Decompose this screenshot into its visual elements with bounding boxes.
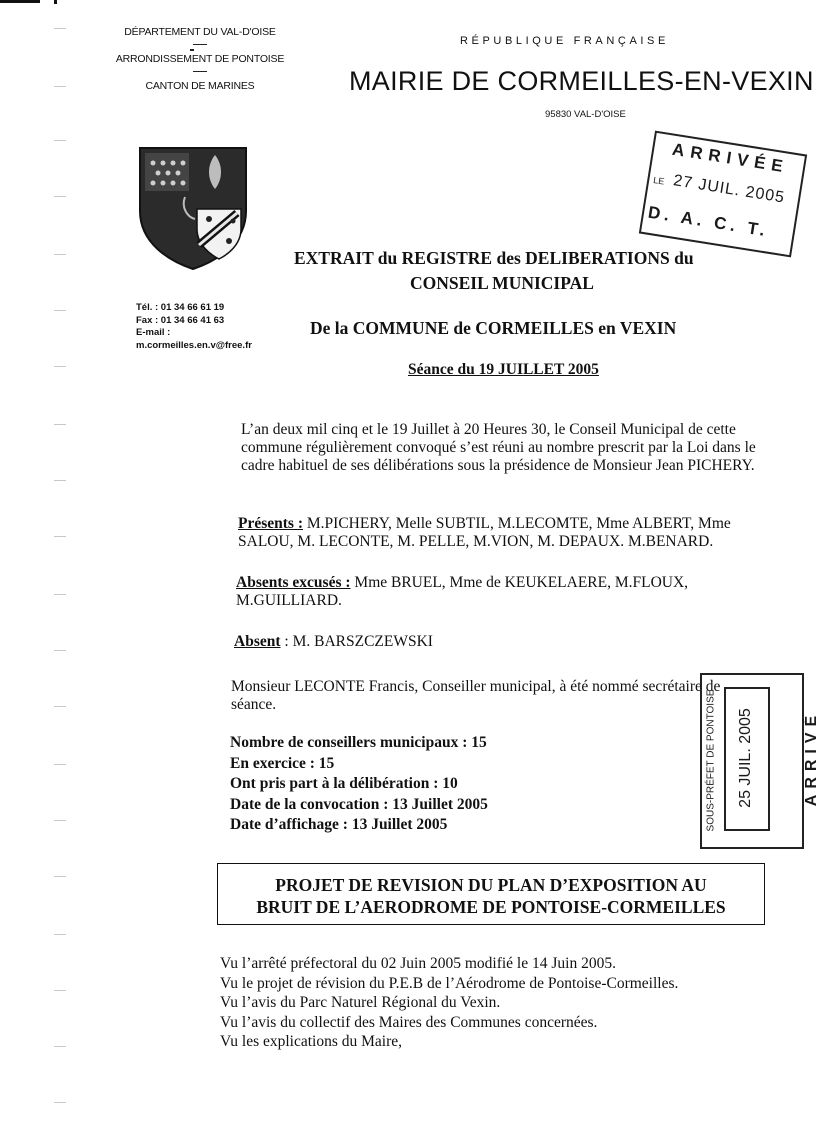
seance-date: Séance du 19 JUILLET 2005 — [408, 361, 599, 378]
scan-edge-mark — [0, 0, 40, 3]
sous-prefecture-stamp — [700, 673, 820, 849]
phone-number: Tél. : 01 34 66 61 19 — [136, 302, 225, 313]
scan-edge-mark — [54, 0, 57, 4]
arrondissement-label: ARRONDISSEMENT DE PONTOISE — [115, 53, 285, 65]
list-item: Vu l’avis du Parc Naturel Régional du Vexin. — [220, 994, 501, 1011]
department-label: DÉPARTEMENT DU VAL-D'OISE — [124, 26, 276, 38]
stamp-arrive-label: ARRIVÉ — [803, 709, 820, 807]
stat-line: Date de la convocation : 13 Juillet 2005 — [230, 795, 488, 813]
project-title-line1: PROJET DE REVISION DU PLAN D’EXPOSITION AU — [275, 875, 707, 895]
contact-block — [136, 302, 252, 352]
stat-line: En exercice : 15 — [230, 754, 335, 772]
presents-list: M.PICHERY, Melle SUBTIL, M.LECOMTE, Mme ALBERT, Mme SALOU, M. LECONTE, M. PELLE, M.VION, M. DEPAUX. M.BENARD. — [238, 515, 731, 550]
list-item: Vu l’avis du collectif des Maires des Communes concernées. — [220, 1013, 598, 1031]
arrival-stamp-title: ARRIVÉE — [670, 139, 791, 177]
absent-name: : M. BARSZCZEWSKI — [280, 633, 433, 650]
stat-line: Nombre de conseillers municipaux : 15 — [230, 734, 487, 751]
stamp-date-box — [724, 687, 770, 831]
republic-label: RÉPUBLIQUE FRANÇAISE — [460, 35, 669, 47]
coat-of-arms-logo — [137, 145, 249, 271]
separator — [193, 44, 207, 45]
presents-label: Présents : — [238, 515, 303, 532]
stamp-side-column — [704, 677, 718, 843]
council-stats — [230, 733, 488, 836]
absents-excuses-label: Absents excusés : — [236, 574, 351, 591]
absent-paragraph — [234, 633, 744, 651]
list-item: Vu le projet de révision du P.E.B de l’Aérodrome de Pontoise-Cormeilles. — [220, 974, 679, 992]
stat-line: Date d’affichage : 13 Juillet 2005 — [230, 816, 448, 833]
document-subtitle: CONSEIL MUNICIPAL — [410, 273, 594, 293]
commune-title: De la COMMUNE de CORMEILLES en VEXIN — [310, 318, 677, 338]
project-title-box — [217, 863, 765, 925]
stat-line: Ont pris part à la délibération : 10 — [230, 775, 458, 792]
arrival-stamp — [639, 131, 807, 258]
document-title: EXTRAIT du REGISTRE des DELIBERATIONS du — [294, 248, 694, 268]
intro-paragraph: L’an deux mil cinq et le 19 Juillet à 20 Heures 30, le Conseil Municipal de cette commune régulièrement convoqué s’est réuni au nombre prescrit par la Loi dans le cadre habituel de ses délibérations sous la présidence de Monsieur Jean PICHERY. — [241, 421, 756, 474]
speck — [190, 49, 194, 51]
arrival-stamp-le: LE — [652, 174, 666, 187]
email-address: m.cormeilles.en.v@free.fr — [136, 339, 252, 351]
absents-excuses-paragraph — [236, 574, 746, 610]
stamp-date: 25 JUIL. 2005 — [737, 708, 754, 808]
fax-number: Fax : 01 34 66 41 63 — [136, 314, 225, 326]
list-item: Vu l’arrêté préfectoral du 02 Juin 2005 modifié le 14 Juin 2005. — [220, 955, 616, 972]
absent-label: Absent — [234, 633, 281, 650]
presents-paragraph — [238, 515, 748, 551]
email-label: E-mail : — [136, 327, 171, 338]
project-title-line2: BRUIT DE L’AERODROME DE PONTOISE-CORMEILLES — [256, 897, 726, 917]
mairie-title: MAIRIE DE CORMEILLES-EN-VEXIN — [349, 66, 814, 96]
canton-label: CANTON DE MARINES — [145, 80, 255, 92]
considerations-list — [220, 954, 678, 1052]
list-item: Vu les explications du Maire, — [220, 1033, 403, 1050]
arrival-stamp-date: 27 JUIL. 2005 — [672, 172, 787, 207]
administrative-header — [110, 26, 290, 92]
postal-label: 95830 VAL-D'OISE — [545, 109, 626, 120]
secretary-paragraph: Monsieur LECONTE Francis, Conseiller municipal, à été nommé secrétaire de séance. — [231, 678, 721, 713]
separator — [193, 71, 207, 72]
stamp-side-label: SOUS-PRÉFET DE PONTOISE — [705, 689, 717, 832]
absents-excuses-list: Mme BRUEL, Mme de KEUKELAERE, M.FLOUX, M.GUILLIARD. — [236, 574, 689, 609]
arrival-stamp-footer: D. A. C. T. — [646, 202, 771, 241]
